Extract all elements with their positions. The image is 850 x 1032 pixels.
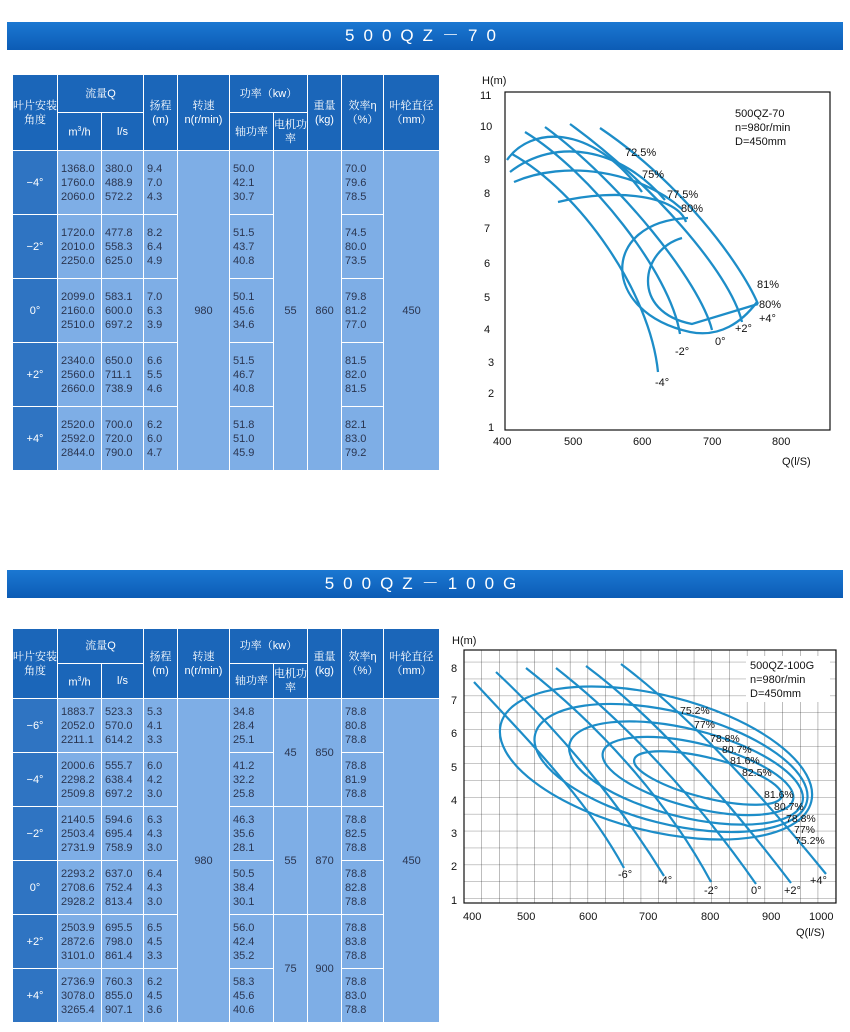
efficiency-label: 77% bbox=[794, 824, 816, 836]
flow-m3h-cell: 2340.0 2560.0 2660.0 bbox=[58, 343, 102, 407]
performance-curve-chart bbox=[470, 72, 842, 472]
y-tick-label: 2 bbox=[451, 861, 458, 873]
weight-cell: 900 bbox=[308, 915, 342, 1023]
motor-power-cell: 75 bbox=[274, 915, 308, 1023]
blade-angle-label: +4° bbox=[810, 875, 827, 887]
head-cell: 6.6 5.5 4.6 bbox=[144, 343, 178, 407]
flow-m3h-cell: 2099.0 2160.0 2510.0 bbox=[58, 279, 102, 343]
blade-angle-label: -6° bbox=[618, 869, 633, 881]
head-cell: 9.4 7.0 4.3 bbox=[144, 151, 178, 215]
header-flow-m3h bbox=[58, 113, 102, 151]
chart-speed: n=980r/min bbox=[750, 674, 806, 686]
motor-power-cell: 55 bbox=[274, 807, 308, 915]
x-tick-label: 600 bbox=[633, 436, 652, 448]
x-tick-label: 400 bbox=[493, 436, 512, 448]
efficiency-label: 80% bbox=[759, 299, 782, 311]
header-impeller: 叶轮直径（mm） bbox=[384, 75, 440, 151]
x-tick-label: 1000 bbox=[809, 911, 834, 923]
header-angle: 叶片安装角度 bbox=[13, 75, 58, 151]
y-tick-label: 5 bbox=[484, 292, 491, 304]
header-weight: 重量(kg) bbox=[308, 629, 342, 699]
efficiency-cell: 78.8 82.8 78.8 bbox=[342, 861, 384, 915]
chart-diameter: D=450mm bbox=[735, 136, 787, 148]
speed-cell: 980 bbox=[178, 699, 230, 1023]
y-axis-label: H(m) bbox=[482, 75, 507, 87]
angle-cell: 0° bbox=[13, 861, 58, 915]
y-tick-label: 11 bbox=[480, 90, 492, 102]
efficiency-cell: 70.0 79.6 78.5 bbox=[342, 151, 384, 215]
efficiency-label: 75.2% bbox=[680, 705, 710, 717]
header-head: 扬程(m) bbox=[144, 629, 178, 699]
head-cell: 6.5 4.5 3.3 bbox=[144, 915, 178, 969]
header-shaft-power: 轴功率 bbox=[230, 664, 274, 699]
header-flow-m3h bbox=[58, 664, 102, 699]
y-tick-label: 4 bbox=[451, 795, 458, 807]
angle-cell: +4° bbox=[13, 407, 58, 471]
chart-diameter: D=450mm bbox=[750, 688, 802, 700]
flow-ls-cell: 637.0 752.4 813.4 bbox=[102, 861, 144, 915]
performance-table bbox=[12, 628, 440, 1023]
flow-ls-cell: 700.0 720.0 790.0 bbox=[102, 407, 144, 471]
flow-ls-cell: 523.3 570.0 614.2 bbox=[102, 699, 144, 753]
flow-m3h-cell: 2000.6 2298.2 2509.8 bbox=[58, 753, 102, 807]
x-tick-label: 800 bbox=[772, 436, 791, 448]
weight-cell: 860 bbox=[308, 151, 342, 471]
x-axis-label: Q(l/S) bbox=[796, 927, 825, 939]
speed-cell: 980 bbox=[178, 151, 230, 471]
flow-ls-cell: 594.6 695.4 758.9 bbox=[102, 807, 144, 861]
y-tick-label: 2 bbox=[488, 388, 495, 400]
head-cell: 6.2 6.0 4.7 bbox=[144, 407, 178, 471]
efficiency-label: 80.7% bbox=[722, 744, 752, 756]
shaft-power-cell: 56.0 42.4 35.2 bbox=[230, 915, 274, 969]
angle-cell: +4° bbox=[13, 969, 58, 1023]
head-cell: 6.3 4.3 3.0 bbox=[144, 807, 178, 861]
chart-speed: n=980r/min bbox=[735, 122, 791, 134]
angle-cell: −4° bbox=[13, 151, 58, 215]
weight-cell: 870 bbox=[308, 807, 342, 915]
y-tick-label: 10 bbox=[480, 121, 493, 133]
head-cell: 8.2 6.4 4.9 bbox=[144, 215, 178, 279]
blade-angle-label: +4° bbox=[759, 313, 776, 325]
angle-cell: −2° bbox=[13, 807, 58, 861]
shaft-power-cell: 50.0 42.1 30.7 bbox=[230, 151, 274, 215]
y-tick-label: 7 bbox=[484, 223, 491, 235]
weight-cell: 850 bbox=[308, 699, 342, 807]
y-tick-label: 1 bbox=[451, 895, 458, 907]
shaft-power-cell: 46.3 35.6 28.1 bbox=[230, 807, 274, 861]
y-tick-label: 8 bbox=[484, 188, 491, 200]
y-tick-label: 8 bbox=[451, 663, 458, 675]
shaft-power-cell: 51.5 43.7 40.8 bbox=[230, 215, 274, 279]
efficiency-label: 81% bbox=[757, 279, 780, 291]
x-tick-label: 600 bbox=[579, 911, 598, 923]
y-tick-label: 9 bbox=[484, 154, 491, 166]
chart-model-name: 500QZ-70 bbox=[735, 108, 785, 120]
efficiency-label: 72.5% bbox=[625, 147, 657, 159]
header-flow: 流量Q bbox=[58, 629, 144, 664]
blade-angle-label: +2° bbox=[735, 323, 752, 335]
x-tick-label: 900 bbox=[762, 911, 781, 923]
header-shaft-power: 轴功率 bbox=[230, 113, 274, 151]
performance-curve-chart bbox=[446, 628, 844, 960]
efficiency-cell: 79.8 81.2 77.0 bbox=[342, 279, 384, 343]
x-tick-label: 500 bbox=[517, 911, 536, 923]
head-cell: 5.3 4.1 3.3 bbox=[144, 699, 178, 753]
performance-table bbox=[12, 74, 440, 471]
flow-ls-cell: 650.0 711.1 738.9 bbox=[102, 343, 144, 407]
efficiency-label: 82.5% bbox=[742, 767, 772, 779]
header-power: 功率（kw） bbox=[230, 629, 308, 664]
x-tick-label: 500 bbox=[564, 436, 583, 448]
model-title-banner: 500QZ－70 bbox=[7, 22, 843, 50]
flow-m3h-cell: 2503.9 2872.6 3101.0 bbox=[58, 915, 102, 969]
y-tick-label: 3 bbox=[451, 828, 458, 840]
unit-m: m bbox=[68, 676, 78, 689]
efficiency-label: 81.6% bbox=[730, 755, 760, 767]
impeller-cell: 450 bbox=[384, 151, 440, 471]
blade-angle-label: 0° bbox=[715, 336, 726, 348]
shaft-power-cell: 50.1 45.6 34.6 bbox=[230, 279, 274, 343]
flow-m3h-cell: 2736.9 3078.0 3265.4 bbox=[58, 969, 102, 1023]
angle-cell: −2° bbox=[13, 215, 58, 279]
header-angle: 叶片安装角度 bbox=[13, 629, 58, 699]
flow-ls-cell: 477.8 558.3 625.0 bbox=[102, 215, 144, 279]
chart-model-name: 500QZ-100G bbox=[750, 660, 815, 672]
efficiency-label: 80% bbox=[681, 203, 704, 215]
header-power: 功率（kw） bbox=[230, 75, 308, 113]
y-tick-label: 6 bbox=[484, 258, 491, 270]
header-speed: 转速n(r/min) bbox=[178, 75, 230, 151]
y-tick-label: 6 bbox=[451, 728, 458, 740]
blade-angle-label: +2° bbox=[784, 885, 801, 897]
unit-sup: 3 bbox=[77, 675, 82, 683]
blade-angle-label: 0° bbox=[751, 885, 762, 897]
flow-m3h-cell: 1883.7 2052.0 2211.1 bbox=[58, 699, 102, 753]
unit-m: m bbox=[68, 126, 78, 139]
blade-angle-label: -2° bbox=[704, 885, 719, 897]
header-flow-ls: l/s bbox=[102, 113, 144, 151]
flow-m3h-cell: 2520.0 2592.0 2844.0 bbox=[58, 407, 102, 471]
y-tick-label: 5 bbox=[451, 762, 458, 774]
head-cell: 6.2 4.5 3.6 bbox=[144, 969, 178, 1023]
y-tick-label: 1 bbox=[488, 422, 495, 434]
header-flow-ls: l/s bbox=[102, 664, 144, 699]
x-tick-label: 700 bbox=[639, 911, 658, 923]
header-weight: 重量(kg) bbox=[308, 75, 342, 151]
x-tick-label: 400 bbox=[463, 911, 482, 923]
unit-h: /h bbox=[81, 126, 91, 139]
efficiency-label: 77% bbox=[694, 719, 716, 731]
shaft-power-cell: 51.5 46.7 40.8 bbox=[230, 343, 274, 407]
efficiency-label: 81.6% bbox=[764, 789, 794, 801]
header-speed: 转速n(r/min) bbox=[178, 629, 230, 699]
x-tick-label: 800 bbox=[701, 911, 720, 923]
unit-h: /h bbox=[81, 676, 91, 689]
flow-m3h-cell: 2293.2 2708.6 2928.2 bbox=[58, 861, 102, 915]
efficiency-cell: 78.8 82.5 78.8 bbox=[342, 807, 384, 861]
efficiency-label: 75.2% bbox=[795, 835, 825, 847]
header-impeller: 叶轮直径（mm） bbox=[384, 629, 440, 699]
header-efficiency: 效率η（%） bbox=[342, 629, 384, 699]
flow-ls-cell: 760.3 855.0 907.1 bbox=[102, 969, 144, 1023]
flow-ls-cell: 695.5 798.0 861.4 bbox=[102, 915, 144, 969]
shaft-power-cell: 41.2 32.2 25.8 bbox=[230, 753, 274, 807]
efficiency-cell: 78.8 83.8 78.8 bbox=[342, 915, 384, 969]
model-title-banner: 500QZ－100G bbox=[7, 570, 843, 598]
header-head: 扬程(m) bbox=[144, 75, 178, 151]
header-efficiency: 效率η（%） bbox=[342, 75, 384, 151]
x-axis-label: Q(l/S) bbox=[782, 456, 811, 468]
blade-angle-label: -4° bbox=[655, 377, 670, 389]
efficiency-cell: 82.1 83.0 79.2 bbox=[342, 407, 384, 471]
angle-cell: +2° bbox=[13, 343, 58, 407]
blade-angle-label: -2° bbox=[675, 346, 690, 358]
header-motor-power: 电机功率 bbox=[274, 113, 308, 151]
flow-m3h-cell: 1720.0 2010.0 2250.0 bbox=[58, 215, 102, 279]
flow-ls-cell: 380.0 488.9 572.2 bbox=[102, 151, 144, 215]
flow-m3h-cell: 2140.5 2503.4 2731.9 bbox=[58, 807, 102, 861]
motor-power-cell: 55 bbox=[274, 151, 308, 471]
angle-cell: −4° bbox=[13, 753, 58, 807]
efficiency-label: 78.8% bbox=[786, 813, 816, 825]
efficiency-cell: 78.8 83.0 78.8 bbox=[342, 969, 384, 1023]
header-motor-power: 电机功率 bbox=[274, 664, 308, 699]
efficiency-cell: 74.5 80.0 73.5 bbox=[342, 215, 384, 279]
efficiency-cell: 78.8 81.9 78.8 bbox=[342, 753, 384, 807]
angle-cell: +2° bbox=[13, 915, 58, 969]
efficiency-cell: 81.5 82.0 81.5 bbox=[342, 343, 384, 407]
shaft-power-cell: 58.3 45.6 40.6 bbox=[230, 969, 274, 1023]
y-axis-label: H(m) bbox=[452, 635, 477, 647]
x-tick-label: 700 bbox=[703, 436, 722, 448]
motor-power-cell: 45 bbox=[274, 699, 308, 807]
flow-ls-cell: 583.1 600.0 697.2 bbox=[102, 279, 144, 343]
angle-cell: −6° bbox=[13, 699, 58, 753]
unit-sup: 3 bbox=[77, 126, 82, 134]
blade-angle-label: -4° bbox=[658, 875, 673, 887]
y-tick-label: 7 bbox=[451, 695, 458, 707]
y-tick-label: 4 bbox=[484, 324, 491, 336]
y-tick-label: 3 bbox=[488, 357, 495, 369]
efficiency-label: 80.7% bbox=[774, 801, 804, 813]
shaft-power-cell: 50.5 38.4 30.1 bbox=[230, 861, 274, 915]
header-flow: 流量Q bbox=[58, 75, 144, 113]
impeller-cell: 450 bbox=[384, 699, 440, 1023]
shaft-power-cell: 51.8 51.0 45.9 bbox=[230, 407, 274, 471]
head-cell: 6.0 4.2 3.0 bbox=[144, 753, 178, 807]
efficiency-label: 75% bbox=[642, 169, 665, 181]
shaft-power-cell: 34.8 28.4 25.1 bbox=[230, 699, 274, 753]
efficiency-label: 77.5% bbox=[667, 189, 699, 201]
flow-m3h-cell: 1368.0 1760.0 2060.0 bbox=[58, 151, 102, 215]
head-cell: 7.0 6.3 3.9 bbox=[144, 279, 178, 343]
angle-cell: 0° bbox=[13, 279, 58, 343]
efficiency-label: 78.8% bbox=[710, 733, 740, 745]
flow-ls-cell: 555.7 638.4 697.2 bbox=[102, 753, 144, 807]
head-cell: 6.4 4.3 3.0 bbox=[144, 861, 178, 915]
efficiency-cell: 78.8 80.8 78.8 bbox=[342, 699, 384, 753]
